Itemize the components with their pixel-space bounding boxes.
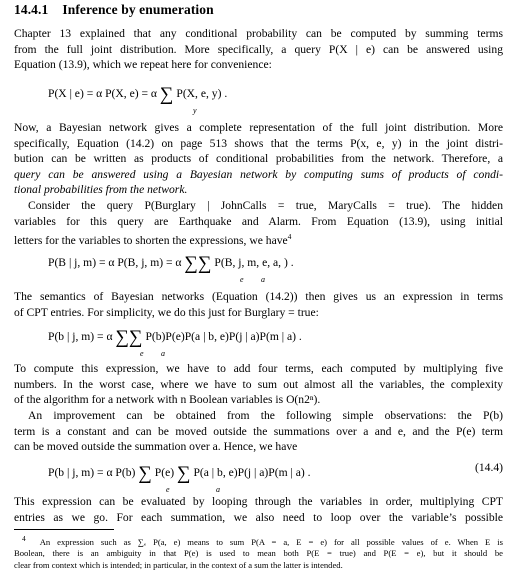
para2-line-4: query can be answered using a Bayesian network by computing sums of products of condi- <box>14 167 503 181</box>
para6-line-2: term is a constant and can be moved outside the summations over a and e, and the P(e) term <box>14 424 503 438</box>
equation-1 <box>48 82 228 105</box>
para2-line-1: Now, a Bayesian network gives a complete representation of the full joint distribution. More <box>14 121 503 134</box>
paragraph-1 <box>14 26 503 73</box>
paragraph-3 <box>14 198 503 248</box>
footnote-rule <box>14 529 114 530</box>
para2-line-2: specifically, Equation (14.2) on page 513 shows that the terms P(x, e, y) in the joint distri- <box>14 136 503 150</box>
summation-symbol-e: ∑ <box>184 253 198 274</box>
summation-symbol-e: ∑ <box>138 463 152 484</box>
eq1-lhs: P(X | e) = α P(X, e) = α <box>48 87 158 100</box>
eq4-sum-index-e: e <box>166 485 170 494</box>
eq4-part1: P(b | j, m) = α P(b) <box>48 466 136 479</box>
eq3-rhs: P(b)P(e)P(a | b, e)P(j | a)P(m | a) . <box>145 330 302 343</box>
footnote <box>14 533 503 571</box>
equation-2 <box>48 251 294 274</box>
eq3-sum-index-a: a <box>161 349 165 358</box>
equation-3 <box>48 325 302 348</box>
eq4-part3: P(a | b, e)P(j | a)P(m | a) . <box>193 466 311 479</box>
para5-line-2: numbers. In the worst case, where we have to sum out almost all the variables, the complexity <box>14 377 503 391</box>
eq2-sum-index-e: e <box>240 275 244 284</box>
eq3-lhs: P(b | j, m) = α <box>48 330 113 343</box>
section-number: 14.4.1 <box>14 2 49 17</box>
summation-symbol-a: ∑ <box>197 253 212 274</box>
eq3-sum-index-e: e <box>140 349 144 358</box>
eq2-lhs: P(B | j, m) = α P(B, j, m) = α <box>48 256 182 269</box>
eq4-sum-index-a: a <box>216 485 220 494</box>
para5-line-1: To compute this expression, we have to add four terms, each computed by multiplying five <box>14 362 503 375</box>
para3-line-3-text: letters for the variables to shorten the expressions, we have <box>14 233 288 247</box>
summation-symbol-a: ∑ <box>128 327 143 348</box>
para6-line-1: An improvement can be obtained from the following simple observations: the P(b) <box>28 409 503 422</box>
para7-line-1: This expression can be evaluated by looping through the variables in order, multiplying CPT <box>14 495 503 508</box>
eq1-sum-index: y <box>193 106 197 115</box>
summation-symbol-e: ∑ <box>115 327 129 348</box>
para3-line-2: variables for this query are Earthquake and Alarm. From Equation (13.9), using initial <box>14 214 503 228</box>
summation-symbol-a: ∑ <box>177 463 191 484</box>
summation-symbol: ∑ <box>159 84 174 105</box>
para2-line-5: tional probabilities from the network. <box>14 183 188 196</box>
para3-line-3 <box>14 229 503 248</box>
eq4-part2: P(e) <box>154 466 175 479</box>
paragraph-2 <box>14 120 503 198</box>
para5-line-3: of the algorithm for a network with n Boolean variables is O(n2ⁿ). <box>14 393 321 406</box>
paragraph-7 <box>14 494 503 525</box>
para1-line-2: from the full joint distribution. More specifically, a query P(X | e) can be answered using <box>14 42 503 56</box>
para7-line-2: entries as we go. For each summation, we also need to loop over the variable’s possible <box>14 510 503 524</box>
para6-line-3: can be moved outside the summation over a. Hence, we have <box>14 440 298 453</box>
section-title: Inference by enumeration <box>62 2 214 17</box>
eq2-sum-index-a: a <box>261 275 265 284</box>
paragraph-6 <box>14 408 503 455</box>
equation-number: (14.4) <box>474 461 503 474</box>
footnote-line-1-text: An expression such as ∑ₑ P(a, e) means to sum P(A = a, E = e) for all possible values of e. When E is <box>39 536 503 547</box>
para1-line-3: Equation (13.9), which we repeat here for convenience: <box>14 58 272 71</box>
para4-line-1: The semantics of Bayesian networks (Equation (14.2)) then gives us an expression in terms <box>14 290 503 303</box>
footnote-marker: 4 <box>287 232 292 241</box>
para3-line-1: Consider the query P(Burglary | JohnCalls = true, MaryCalls = true). The hidden <box>28 199 503 212</box>
para4-line-2: of CPT entries. For simplicity, we do this just for Burglary = true: <box>14 305 319 319</box>
footnote-line-3: clear from context which is intended; in particular, in the context of a sum the latter is intended. <box>14 559 343 570</box>
equation-4 <box>48 461 311 484</box>
footnote-line-2: Boolean, there is an ambiguity in that P(e) is used to mean both P(E = true) and P(E = e), but it should be <box>14 548 503 559</box>
eq2-rhs: P(B, j, m, e, a, ) . <box>214 256 294 269</box>
paragraph-5 <box>14 361 503 408</box>
para1-line-1: Chapter 13 explained that any conditional probability can be computed by summing terms <box>14 27 503 40</box>
footnote-line-1 <box>14 533 503 548</box>
footnote-number: 4 <box>22 534 26 543</box>
section-heading <box>14 2 214 18</box>
eq1-rhs: P(X, e, y) . <box>176 87 228 100</box>
paragraph-4 <box>14 289 503 320</box>
para2-line-3: bution can be written as products of conditional probabilities from the network. Therefore, a <box>14 152 503 165</box>
